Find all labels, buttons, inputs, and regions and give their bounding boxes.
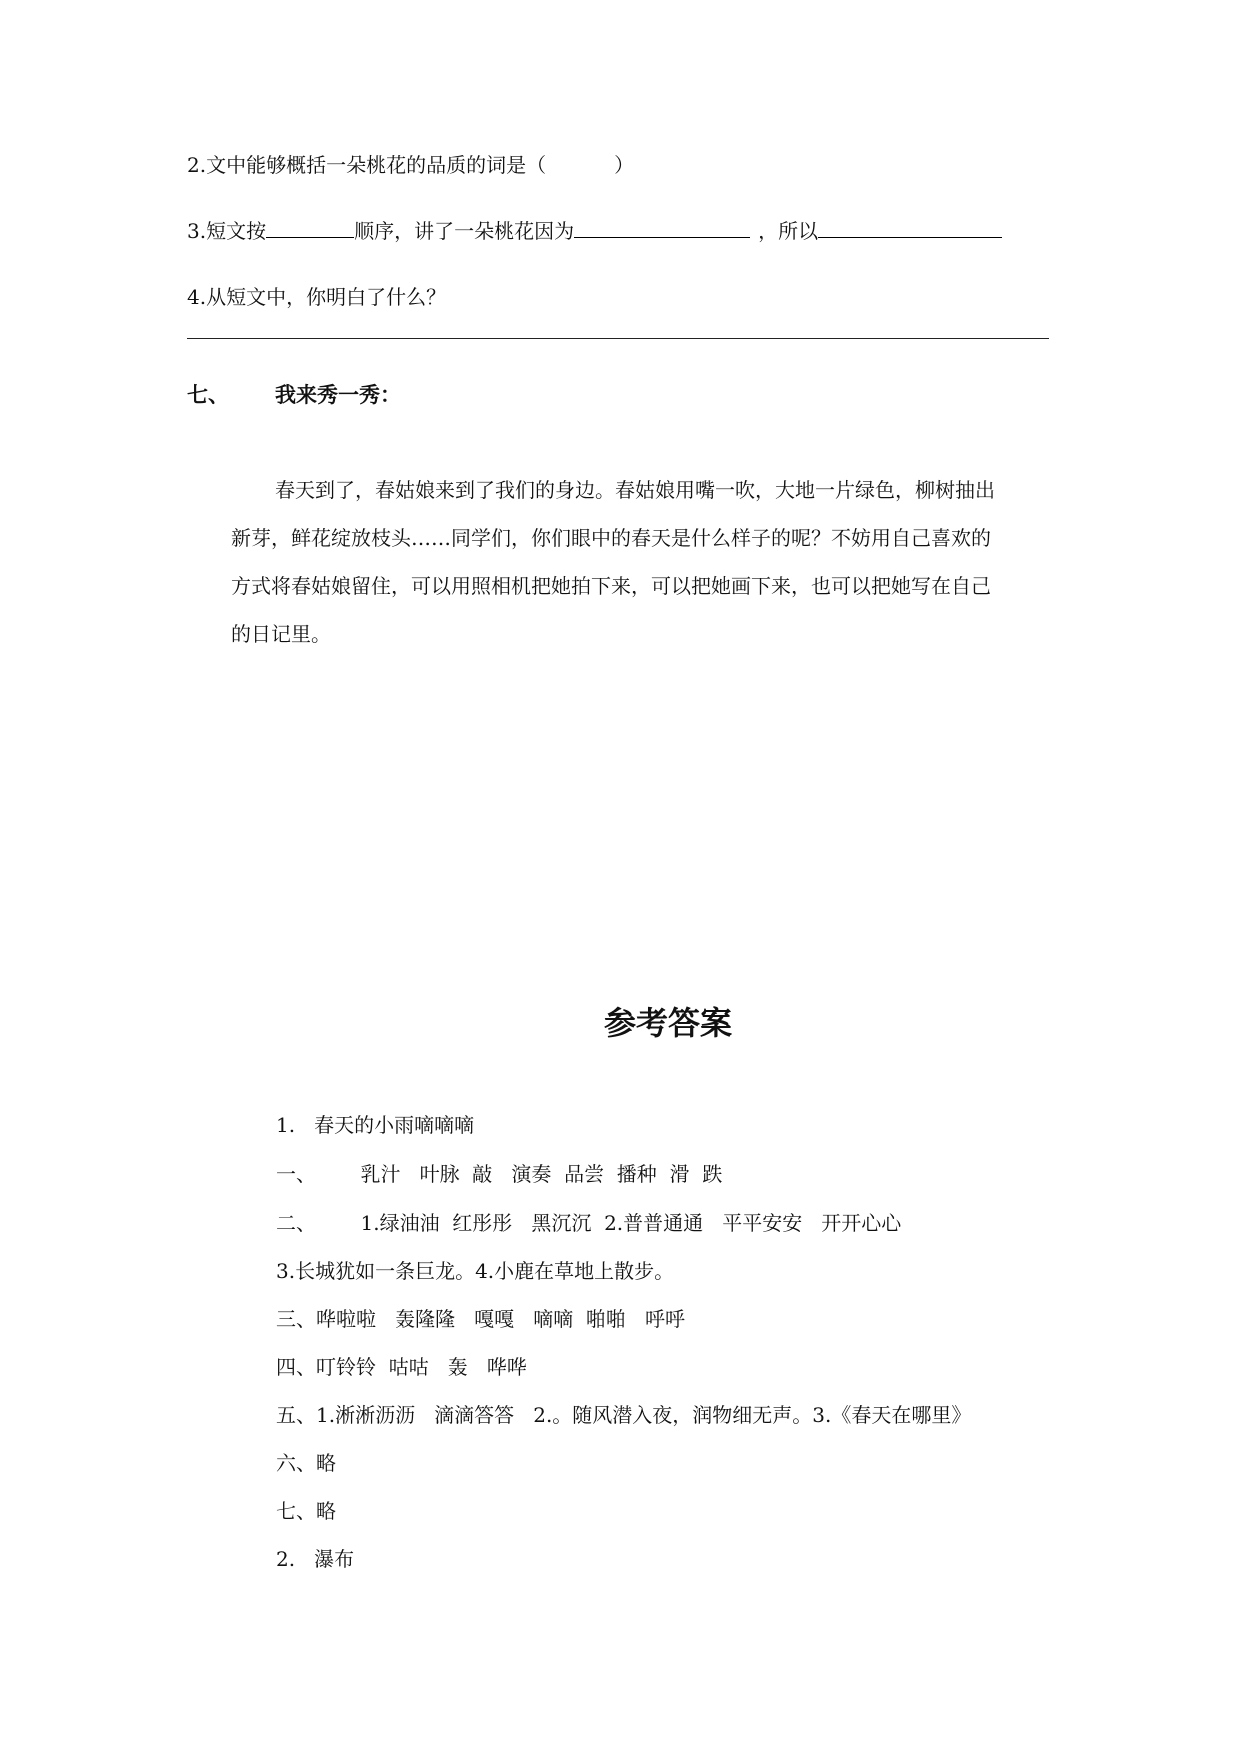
answer-line: 1. 春天的小雨嘀嘀嘀 (276, 1113, 475, 1137)
answer-line: 六、略 (276, 1451, 336, 1475)
answer-line: 2. 瀑布 (276, 1547, 355, 1571)
paragraph-line: 春天到了，春姑娘来到了我们的身边。春姑娘用嘴一吹，大地一片绿色，柳树抽出 (275, 478, 995, 502)
answer-line: 五、1.淅淅沥沥 滴滴答答 2.。随风潜入夜，润物细无声。3.《春天在哪里》 (276, 1403, 972, 1427)
section-7-paragraph (231, 466, 995, 658)
answer-blank-because[interactable] (574, 217, 750, 238)
question-2-text: 2.文中能够概括一朵桃花的品质的词是（ (187, 153, 547, 177)
answer-line: 二、 1.绿油油 红彤彤 黑沉沉 2.普普通通 平平安安 开开心心 (276, 1211, 902, 1235)
question-2 (187, 151, 634, 179)
answer-line: 七、略 (276, 1499, 336, 1523)
section-7-heading (187, 381, 401, 409)
question-3-mid: 顺序，讲了一朵桃花因为 (354, 219, 575, 243)
question-3 (187, 217, 1002, 245)
question-2-close: ） (614, 153, 635, 177)
section-7-title: 我来秀一秀： (275, 383, 401, 407)
question-4 (187, 283, 446, 311)
answer-line: 3.长城犹如一条巨龙。4.小鹿在草地上散步。 (276, 1259, 675, 1283)
answers-title: 参考答案 (604, 1004, 733, 1042)
paragraph-line: 的日记里。 (231, 622, 331, 646)
question-4-text: 4.从短文中，你明白了什么？ (187, 285, 447, 309)
answer-line: 四、叮铃铃 咕咕 轰 哗哗 (276, 1355, 527, 1379)
question-3-prefix: 3.短文按 (187, 219, 267, 243)
answer-blank-so[interactable] (818, 217, 1002, 238)
question-3-comma: ，所以 (758, 219, 819, 243)
answer-blank-order[interactable] (266, 217, 354, 238)
answer-line: 一、 乳汁 叶脉 敲 演奏 品尝 播种 滑 跌 (276, 1162, 723, 1186)
paragraph-line: 方式将春姑娘留住，可以用照相机把她拍下来，可以把她画下来，也可以把她写在自己 (231, 574, 991, 598)
paragraph-line: 新芽，鲜花绽放枝头……同学们，你们眼中的春天是什么样子的呢？不妨用自己喜欢的 (231, 526, 991, 550)
answer-line: 三、哗啦啦 轰隆隆 嘎嘎 嘀嘀 啪啪 呼呼 (276, 1307, 686, 1331)
answer-line[interactable] (187, 338, 1049, 339)
section-7-number: 七、 (187, 383, 229, 407)
